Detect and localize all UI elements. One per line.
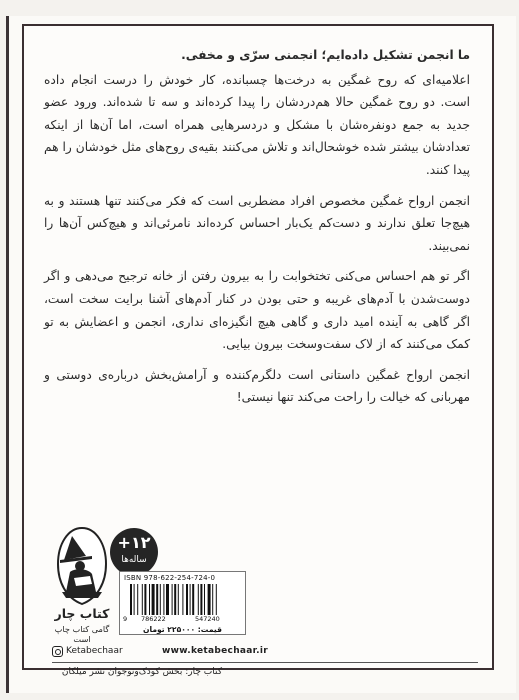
age-rating-unit: ساله‌ها bbox=[121, 555, 147, 565]
barcode-bar bbox=[149, 584, 150, 615]
website-link[interactable]: www.ketabechaar.ir bbox=[162, 646, 268, 656]
price-label: قیمت: ۲۲۵۰۰۰ تومان bbox=[143, 625, 222, 634]
blurb-text bbox=[44, 44, 470, 417]
blurb-paragraph-3: اگر تو هم احساس می‌کنی تختخوابت را به بیرون رفتن از خانه ترجیح می‌دهی و اگر دوست‌شدن با آدم‌های غریبه و حتی بودن در کنار آدم‌های آشنا برایت سخت است، اگر گاهی به آینده امید داری و گاهی هیچ انگیزه‌ای نداری، انجمن و اعضایش به تو کمک می‌کنند که از لاک سفت‌وسخت بیرون بیایی. bbox=[44, 269, 470, 352]
barcode-bar bbox=[163, 584, 164, 615]
cover-frame bbox=[22, 24, 494, 677]
barcode-bar bbox=[134, 584, 135, 615]
publisher-logo-name: کتاب چار bbox=[54, 606, 110, 621]
footer-divider bbox=[52, 662, 478, 663]
blurb-paragraph-1: اعلامیه‌ای که روح غمگین به درخت‌ها چسبانده، کار خودش را درست انجام داده است. دو روح غمگین حالا هم‌دردشان را پیدا کرده‌اند و سه تا شده‌اند. ورود عضو جدید به جمع دونفره‌شان با مشکل و دردسرهایی همراه است، اما آن‌ها از اینکه تعدادشان بیشتر شده خوشحال‌اند و تلاش می‌کنند بقیه‌ی روح‌های مثل خودشان را هم پیدا کنند. bbox=[44, 72, 470, 177]
age-rating-badge bbox=[110, 528, 158, 576]
barcode-bar bbox=[152, 584, 155, 615]
blurb-heading: ما انجمن تشکیل داده‌ایم؛ انجمنی سرّی و مخفی. bbox=[181, 48, 470, 62]
barcode-bars bbox=[130, 584, 238, 615]
barcode-bar bbox=[160, 584, 161, 615]
barcode-bar bbox=[142, 584, 143, 615]
barcode-bar bbox=[204, 584, 205, 615]
imprint-line: کتاب چار: بخش کودک‌ونوجوان نشر میلکان bbox=[61, 667, 222, 677]
instagram-handle[interactable]: Ketabechaar bbox=[66, 646, 123, 656]
barcode-bar bbox=[156, 584, 158, 615]
blurb-paragraph-2: انجمن ارواح غمگین مخصوص افراد مضطربی است که فکر می‌کنند تنها هستند و به هیچ‌جا تعلق ندارند و دست‌کم یک‌بار احساس کرده‌اند نامرئی‌اند و هیچ‌کس آن‌ها را نمی‌بیند. bbox=[44, 193, 470, 253]
barcode-bar bbox=[178, 584, 179, 615]
barcode-bar bbox=[186, 584, 188, 615]
isbn-label: ISBN 978-622-254-724-0 bbox=[124, 574, 216, 582]
barcode-bar bbox=[130, 584, 132, 615]
witch-reading-logo-icon bbox=[46, 526, 118, 606]
barcode-bar bbox=[172, 584, 173, 615]
barcode-bar bbox=[166, 584, 169, 615]
barcode-bar bbox=[200, 584, 202, 615]
barcode-digits-right: 547240 bbox=[195, 615, 220, 623]
barcode-bar bbox=[137, 584, 138, 615]
barcode-bar bbox=[208, 584, 211, 615]
barcode-bar bbox=[212, 584, 213, 615]
barcode-bar bbox=[198, 584, 199, 615]
barcode-bar bbox=[216, 584, 217, 615]
barcode-bar bbox=[190, 584, 191, 615]
barcode-bar bbox=[182, 584, 183, 615]
contact-row bbox=[52, 646, 478, 660]
age-rating-value: +۱۲ bbox=[117, 533, 151, 552]
barcode-bar bbox=[174, 584, 176, 615]
publisher-tagline: گامی کتاب چاپ است bbox=[54, 624, 110, 644]
publisher-logo bbox=[46, 526, 118, 644]
blurb-paragraph-4: انجمن ارواح غمگین داستانی است دلگرم‌کننده و آرامش‌بخش درباره‌ی دوستی و مهربانی که خیالت را راحت می‌کند تنها نیستی! bbox=[44, 367, 470, 405]
barcode-bar bbox=[144, 584, 146, 615]
barcode-bar bbox=[192, 584, 194, 615]
barcode-digits-left: 786222 bbox=[141, 615, 166, 623]
barcode-digit-lead: 9 bbox=[123, 615, 128, 623]
barcode-box bbox=[119, 571, 246, 635]
instagram-icon bbox=[52, 646, 63, 657]
